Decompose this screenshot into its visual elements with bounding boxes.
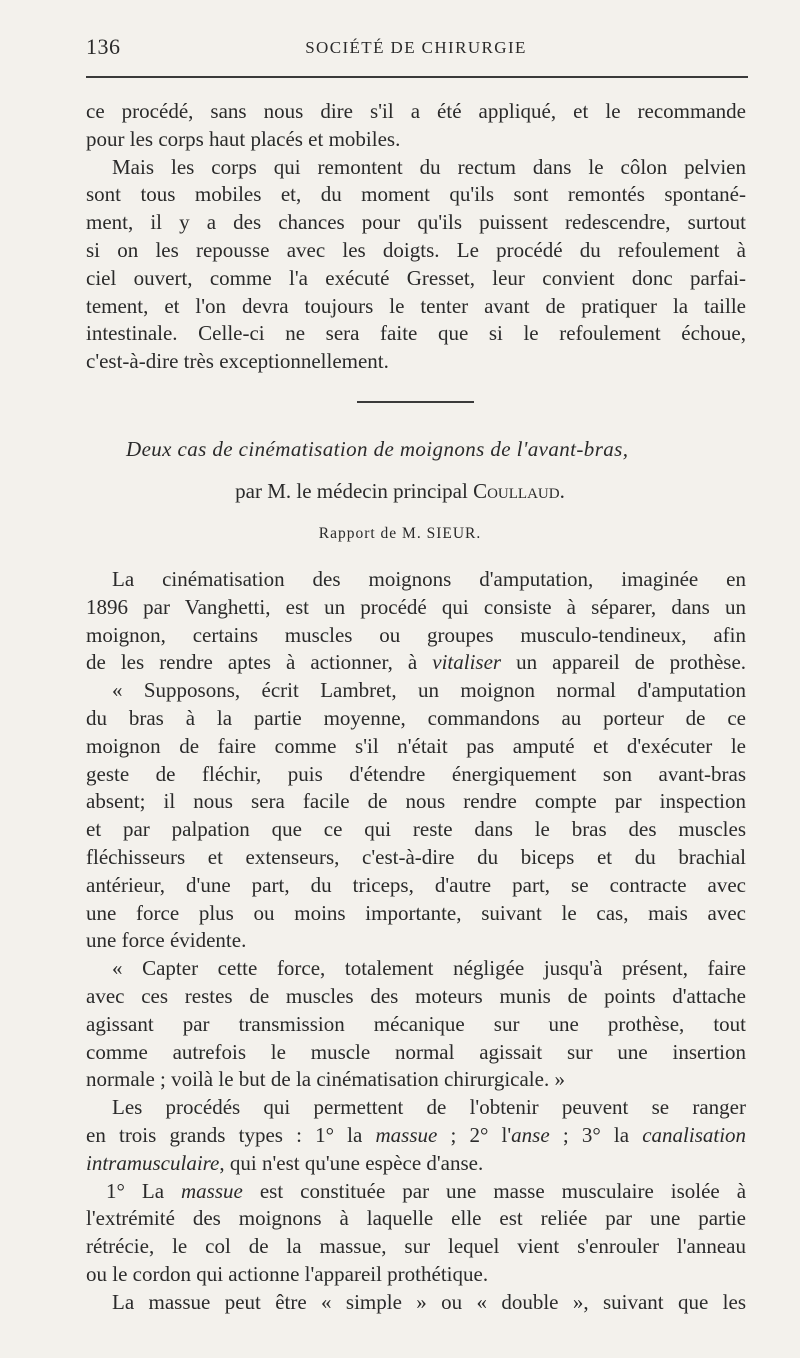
text-line	[86, 649, 746, 677]
text-line: ciel ouvert, comme l'a exécuté Gresset, leur convient donc parfai-	[86, 265, 746, 290]
page-header	[86, 34, 746, 64]
byline-prefix: par M. le médecin principal	[235, 479, 468, 503]
text-line	[86, 1122, 746, 1150]
text-span: est constituée par une masse musculaire isolée à	[259, 1178, 747, 1203]
text-line: moignon, certains muscles ou groupes musculo-tendineux, afin	[86, 622, 746, 647]
italic-term: massue	[375, 1122, 438, 1147]
text-span: en trois grands types : 1° la	[86, 1122, 363, 1147]
italic-term: massue	[181, 1178, 243, 1203]
text-line: c'est-à-dire très exceptionnellement.	[86, 349, 389, 374]
report-line: Rapport de M. SIEUR.	[318, 525, 482, 542]
text-line	[86, 1150, 746, 1178]
text-line: une force évidente.	[86, 928, 247, 953]
header-rule	[86, 76, 748, 78]
text-span: ; 3° la	[562, 1122, 630, 1147]
text-line: Mais les corps qui remontent du rectum dans le côlon pelvien	[112, 154, 746, 179]
text-span: , qui n'est qu'une espèce d'anse.	[219, 1150, 484, 1175]
article-byline	[0, 479, 800, 504]
paragraph-continuation	[86, 98, 746, 376]
italic-term: vitaliser	[432, 650, 502, 675]
text-line: Les procédés qui permettent de l'obtenir peuvent se ranger	[112, 1095, 746, 1120]
text-span: ; 2° l'	[450, 1122, 512, 1147]
text-line: une force plus ou moins importante, suivant le cas, mais avec	[86, 900, 746, 925]
text-line: normale ; voilà le but de la cinématisation chirurgicale. »	[86, 1067, 565, 1092]
text-line	[86, 1178, 746, 1206]
text-line: fléchisseurs et extenseurs, c'est-à-dire du biceps et du brachial	[86, 844, 746, 869]
text-span: de les rendre aptes à actionner, à	[86, 650, 418, 675]
text-line: 1896 par Vanghetti, est un procédé qui consiste à séparer, dans un	[86, 594, 746, 619]
text-line: sont tous mobiles et, du moment qu'ils sont remontés spontané-	[86, 182, 746, 207]
text-span: 1° La	[106, 1178, 165, 1203]
italic-term: anse	[511, 1122, 550, 1147]
text-line: intestinale. Celle-ci ne sera faite que si le refoulement échoue,	[86, 321, 746, 346]
text-line: La cinématisation des moignons d'amputation, imaginée en	[112, 567, 746, 591]
text-line: agissant par transmission mécanique sur une prothèse, tout	[86, 1011, 746, 1036]
article-title: Deux cas de cinématisation de moignons de l'avant-bras,	[126, 437, 629, 461]
text-line: et par palpation que ce qui reste dans le bras des muscles	[86, 817, 746, 842]
text-line: « Supposons, écrit Lambret, un moignon normal d'amputation	[112, 678, 746, 703]
text-line: si on les repousse avec les doigts. Le procédé du refoulement à	[86, 237, 746, 262]
text-line: ment, il y a des chances pour qu'ils puissent redescendre, surtout	[86, 210, 746, 235]
text-line: l'extrémité des moignons à laquelle elle est reliée par une partie	[86, 1206, 746, 1231]
text-line: « Capter cette force, totalement négligée jusqu'à présent, faire	[112, 956, 746, 981]
text-line: tement, et l'on devra toujours le tenter avant de pratiquer la taille	[86, 293, 746, 318]
text-line: avec ces restes de muscles des moteurs munis de points d'attache	[86, 983, 746, 1008]
text-line: du bras à la partie moyenne, commandons au porteur de ce	[86, 705, 746, 730]
text-span: un appareil de prothèse.	[516, 650, 747, 675]
author-name: Coullaud.	[473, 479, 565, 503]
text-line: La massue peut être « simple » ou « double », suivant que les	[112, 1289, 746, 1314]
text-line: moignon de faire comme s'il n'était pas amputé et d'exécuter le	[86, 733, 746, 758]
text-line: comme autrefois le muscle normal agissait sur une insertion	[86, 1039, 746, 1064]
section-separator	[357, 401, 474, 403]
page-number: 136	[86, 34, 121, 59]
text-line: pour les corps haut placés et mobiles.	[86, 126, 401, 151]
running-title: SOCIÉTÉ DE CHIRURGIE	[305, 38, 527, 57]
italic-term: intramusculaire	[86, 1150, 220, 1175]
text-line: rétrécie, le col de la massue, sur lequel vient s'enrouler l'anneau	[86, 1234, 746, 1259]
text-line: ce procédé, sans nous dire s'il a été appliqué, et le recommande	[86, 99, 746, 123]
text-line: absent; il nous sera facile de nous rendre compte par inspection	[86, 789, 746, 814]
article-body	[86, 566, 746, 1317]
text-line: antérieur, d'une part, du triceps, d'autre part, se contracte avec	[86, 872, 746, 897]
text-line: ou le cordon qui actionne l'appareil prothétique.	[86, 1261, 489, 1286]
italic-term: canalisation	[642, 1122, 747, 1147]
text-line: geste de fléchir, puis d'étendre énergiquement son avant-bras	[86, 761, 746, 786]
